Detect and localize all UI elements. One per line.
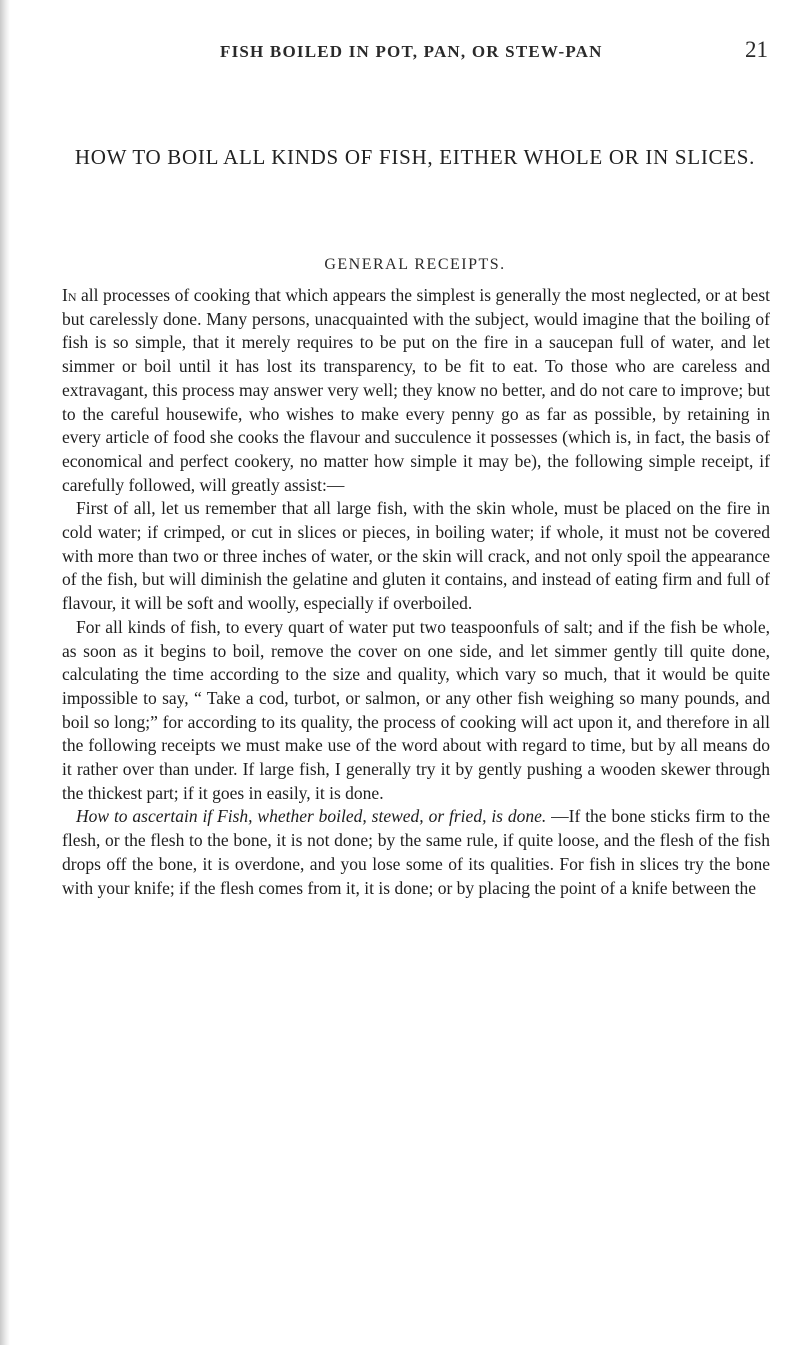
drop-word: In xyxy=(62,285,77,305)
page-binding-edge xyxy=(0,0,10,1345)
paragraph-first-of-all: First of all, let us remember that all large fish, with the skin whole, must be placed on the fire in cold water; if crimped, or cut in slices or pieces, in boiling water; if whole, it must not be covered with more than two or three inches of water, or the skin will crack, and not only spoil the appearance of the fish, but will diminish the gelatine and gluten it contains, and instead of eating firm and full of flavour, it will be soft and woolly, especially if overboiled. xyxy=(62,498,770,614)
ascertain-text: —If the bone sticks firm to the flesh, or the flesh to the bone, it is not done; by the same rule, if quite loose, and the flesh of the fish drops off the bone, it is overdone, and you lose some of its qualities. For fish in slices try the bone with your knife; if the flesh comes from it, it is done; or by placing the point of a knife between the xyxy=(62,806,770,898)
section-subheading: GENERAL RECEIPTS. xyxy=(324,256,506,273)
chapter-heading: HOW TO BOIL ALL KINDS OF FISH, EITHER WHOLE OR IN SLICES. xyxy=(74,145,756,169)
body-text xyxy=(62,284,770,900)
paragraph-ascertain xyxy=(62,805,770,900)
paragraph-intro xyxy=(62,284,770,497)
paragraph-intro-text: all processes of cooking that which appears the simplest is generally the most neglected, or at best but carelessly done. Many persons, unacquainted with the subject, would imagine that the boiling of fish is so simple, that it merely requires to be put on the fire in a saucepan full of water, and let simmer or boil until it has lost its transparency, to be fit to eat. To those who are careless and extravagant, this process may answer very well; they know no better, and do not care to improve; but to the careful housewife, who wishes to make every penny go as far as possible, by retaining in every article of food she cooks the flavour and succulence it possesses (which is, in fact, the basis of economical and perfect cookery, no matter how simple it may be), the following simple receipt, if carefully followed, will greatly assist:— xyxy=(62,285,770,495)
paragraph-salt: For all kinds of fish, to every quart of water put two teaspoonfuls of salt; and if the fish be whole, as soon as it begins to boil, remove the cover on one side, and let simmer gently till quite done, calculating the time according to the size and quality, which vary so much, that it would be quite impossible to say, “ Take a cod, turbot, or salmon, or any other fish weighing so many pounds, and boil so long;” for according to its quality, the process of cooking will act upon it, and therefore in all the following receipts we must make use of the word about with regard to time, but by all means do it rather over than under. If large fish, I generally try it by gently pushing a wooden skewer through the thickest part; if it goes in easily, it is done. xyxy=(62,616,770,803)
running-title: FISH BOILED IN POT, PAN, OR STEW-PAN xyxy=(220,42,603,61)
ascertain-heading: How to ascertain if Fish, whether boiled, stewed, or fried, is done. xyxy=(76,806,547,827)
page-number: 21 xyxy=(745,37,768,62)
running-head xyxy=(110,37,768,63)
